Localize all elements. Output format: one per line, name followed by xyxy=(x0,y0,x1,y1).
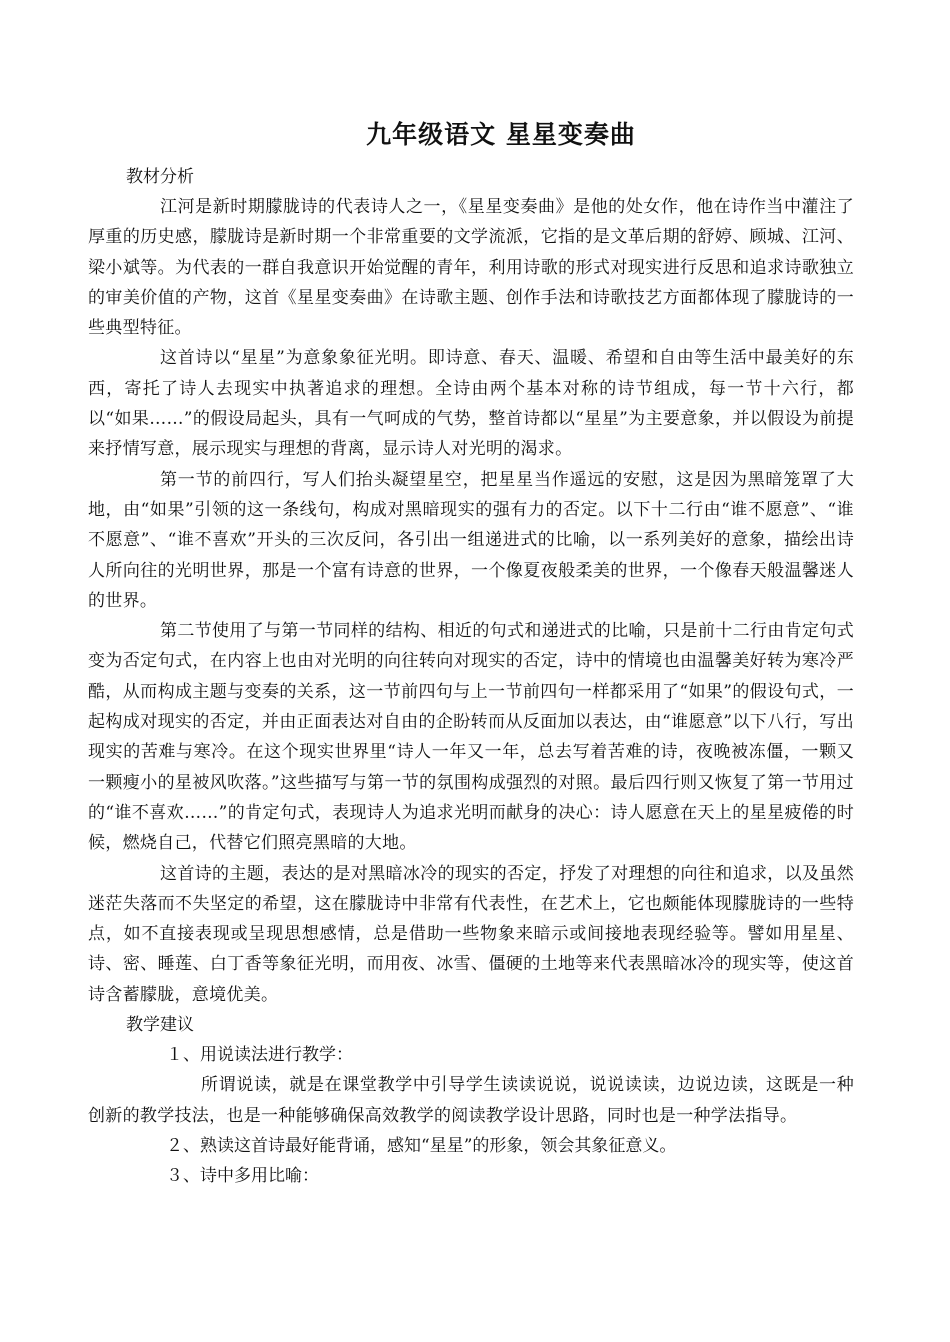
paragraph-4: 第二节使用了与第一节同样的结构、相近的句式和递进式的比喻，只是前十二行由肯定句式变为否定句式，在内容上也由对光明的向往转向对现实的否定，诗中的情境也由温馨美好转为寒冷严酷，从而构成主题与变奏的关系，这一节前四句与上一节前四句一样都采用了“如果”的假设句式，一起构成对现实的否定，并由正面表达对自由的企盼转而从反面加以表达，由“谁愿意”以下八行，写出现实的苦难与寒冷。在这个现实世界里“诗人一年又一年，总去写着苦难的诗，夜晚被冻僵，一颗又一颗瘦小的星被风吹落。”这些描写与第一节的氛围构成强烈的对照。最后四行则又恢复了第一节用过的“谁不喜欢……”的肯定句式，表现诗人为追求光明而献身的决心：诗人愿意在天上的星星疲倦的时候，燃烧自己，代替它们照亮黑暗的大地。 xyxy=(88,621,854,854)
paragraph-3: 第一节的前四行，写人们抬头凝望星空，把星星当作遥远的安慰，这是因为黑暗笼罩了大地，由“如果”引领的这一条线句，构成对黑暗现实的强有力的否定。以下十二行由“谁不愿意”、“谁不愿意”、“谁不喜欢”开头的三次反问，各引出一组递进式的比喻，以一系列美好的意象，描绘出诗人所向往的光明世界，那是一个富有诗意的世界，一个像夏夜般柔美的世界，一个像春天般温馨迷人的世界。 xyxy=(88,469,854,611)
suggestion-item-1: １、用说读法进行教学： xyxy=(166,1045,353,1066)
paragraph-1: 江河是新时期朦胧诗的代表诗人之一，《星星变奏曲》是他的处女作，他在诗作当中灌注了厚重的历史感，朦胧诗是新时期一个非常重要的文学流派，它指的是文革后期的舒婷、顾城、江河、梁小斌等。为代表的一群自我意识开始觉醒的青年，利用诗歌的形式对现实进行反思和追求诗歌独立的审美价值的产物，这首《星星变奏曲》在诗歌主题、创作手法和诗歌技艺方面都体现了朦胧诗的一些典型特征。 xyxy=(88,197,854,339)
paragraph-5: 这首诗的主题，表达的是对黑暗冰冷的现实的否定，抒发了对理想的向往和追求，以及虽然迷茫失落而不失坚定的希望，这在朦胧诗中非常有代表性，在艺术上，它也颇能体现朦胧诗的一些特点，如不直接表现或呈现思想感情，总是借助一些物象来暗示或间接地表现经验等。譬如用星星、诗、密、睡莲、白丁香等象征光明，而用夜、冰雪、僵硬的土地等来代表黑暗冰冷的现实等，使这首诗含蓄朦胧，意境优美。 xyxy=(88,863,854,1005)
suggestion-item-2: ２、熟读这首诗最好能背诵，感知“星星”的形象，领会其象征意义。 xyxy=(166,1135,677,1156)
document-page xyxy=(88,118,854,1192)
section-heading-suggestions: 教学建议 xyxy=(126,1015,194,1036)
suggestion-item-3: ３、诗中多用比喻： xyxy=(166,1166,319,1187)
suggestion-item-1-body: 所谓说读，就是在课堂教学中引导学生读读说说，说说读读，边说边读，这既是一种创新的教学技法，也是一种能够确保高效教学的阅读教学设计思路，同时也是一种学法指导。 xyxy=(88,1075,854,1126)
section-heading-analysis: 教材分析 xyxy=(126,167,194,187)
paragraph-2: 这首诗以“星星”为意象象征光明。即诗意、春天、温暖、希望和自由等生活中最美好的东西，寄托了诗人去现实中执著追求的理想。全诗由两个基本对称的诗节组成，每一节十六行，都以“如果……”的假设局起头，具有一气呵成的气势，整首诗都以“星星”为主要意象，并以假设为前提来抒情写意，展示现实与理想的背离，显示诗人对光明的渴求。 xyxy=(88,348,854,460)
document-title: 九年级语文 星星变奏曲 xyxy=(366,120,636,149)
